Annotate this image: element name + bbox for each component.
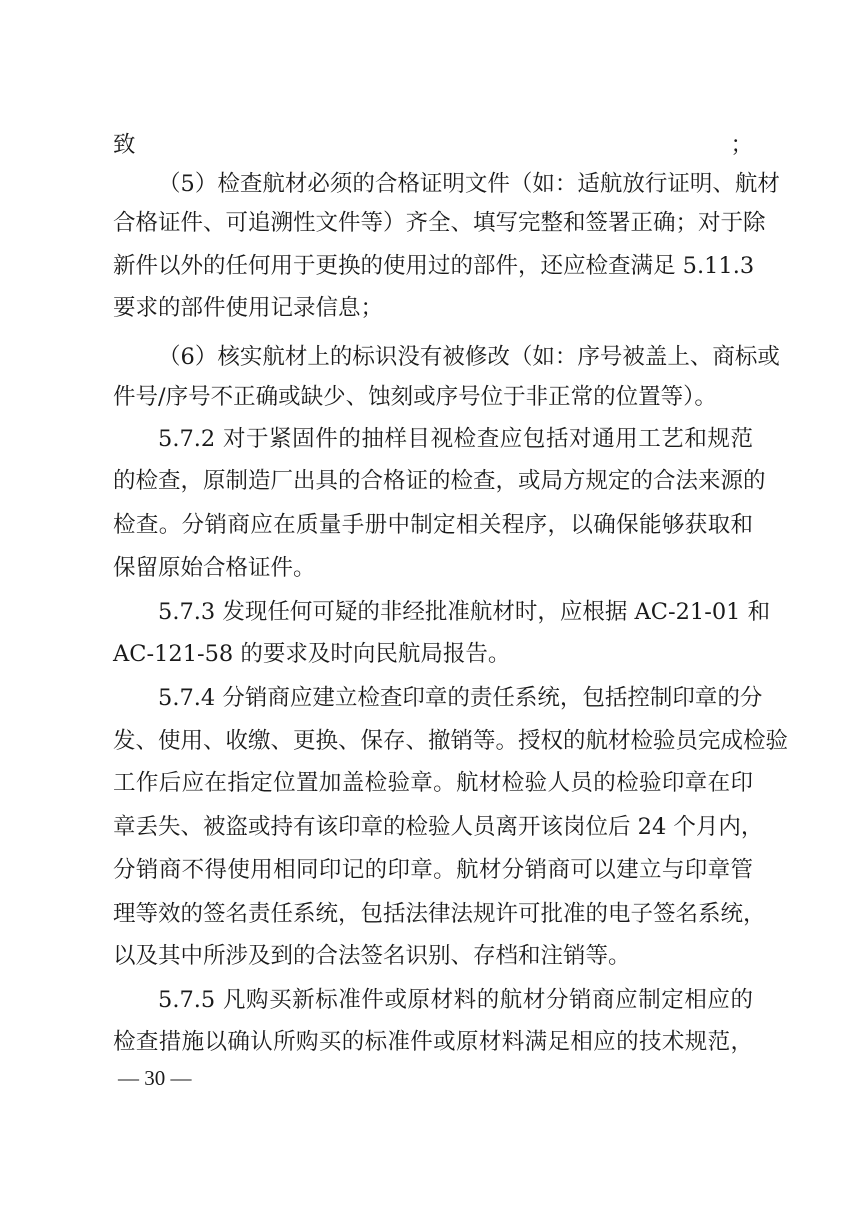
text-line: 分销商不得使用相同印记的印章。航材分销商可以建立与印章管 xyxy=(113,857,753,883)
text-line: （5）检查航材必须的合格证明文件（如：适航放行证明、航材 xyxy=(158,171,780,197)
text-line: 保留原始合格证件。 xyxy=(113,555,316,581)
text-line: 件号/序号不正确或缺少、蚀刻或序号位于非正常的位置等）。 xyxy=(113,384,717,410)
text-line: 合格证件、可追溯性文件等）齐全、填写完整和签署正确；对于除 xyxy=(113,210,766,236)
text-line: 要求的部件使用记录信息； xyxy=(113,295,384,321)
text-line: AC-121-58 的要求及时向民航局报告。 xyxy=(113,641,511,667)
text-line: 5.7.5 凡购买新标准件或原材料的航材分销商应制定相应的 xyxy=(158,987,753,1013)
text-line: 新件以外的任何用于更换的使用过的部件，还应检查满足 5.11.3 xyxy=(113,253,755,279)
text-line: 章丢失、被盗或持有该印章的检验人员离开该岗位后 24 个月内， xyxy=(113,814,764,840)
text-line: 发、使用、收缴、更换、保存、撤销等。授权的航材检验员完成检验 xyxy=(113,728,789,754)
text-line: 检查措施以确认所购买的标准件或原材料满足相应的技术规范， xyxy=(113,1029,753,1055)
text-line: （6）核实航材上的标识没有被修改（如：序号被盖上、商标或 xyxy=(158,344,780,370)
text-line: 以及其中所涉及到的合法签名识别、存档和注销等。 xyxy=(113,943,631,969)
page-number: — 30 — xyxy=(118,1066,192,1090)
text-line: 5.7.2 对于紧固件的抽样目视检查应包括对通用工艺和规范 xyxy=(158,426,753,452)
text-line: 工作后应在指定位置加盖检验章。航材检验人员的检验印章在印 xyxy=(113,770,753,796)
text-line: 5.7.3 发现任何可疑的非经批准航材时，应根据 AC-21-01 和 xyxy=(158,599,771,625)
text-line: 理等效的签名责任系统，包括法律法规许可批准的电子签名系统， xyxy=(113,901,766,927)
text-line: 检查。分销商应在质量手册中制定相关程序，以确保能够获取和 xyxy=(113,512,753,538)
text-line: 的检查，原制造厂出具的合格证的检查，或局方规定的合法来源的 xyxy=(113,468,766,494)
text-line: 5.7.4 分销商应建立检查印章的责任系统，包括控制印章的分 xyxy=(158,685,763,711)
text-line: 致； xyxy=(113,132,753,158)
